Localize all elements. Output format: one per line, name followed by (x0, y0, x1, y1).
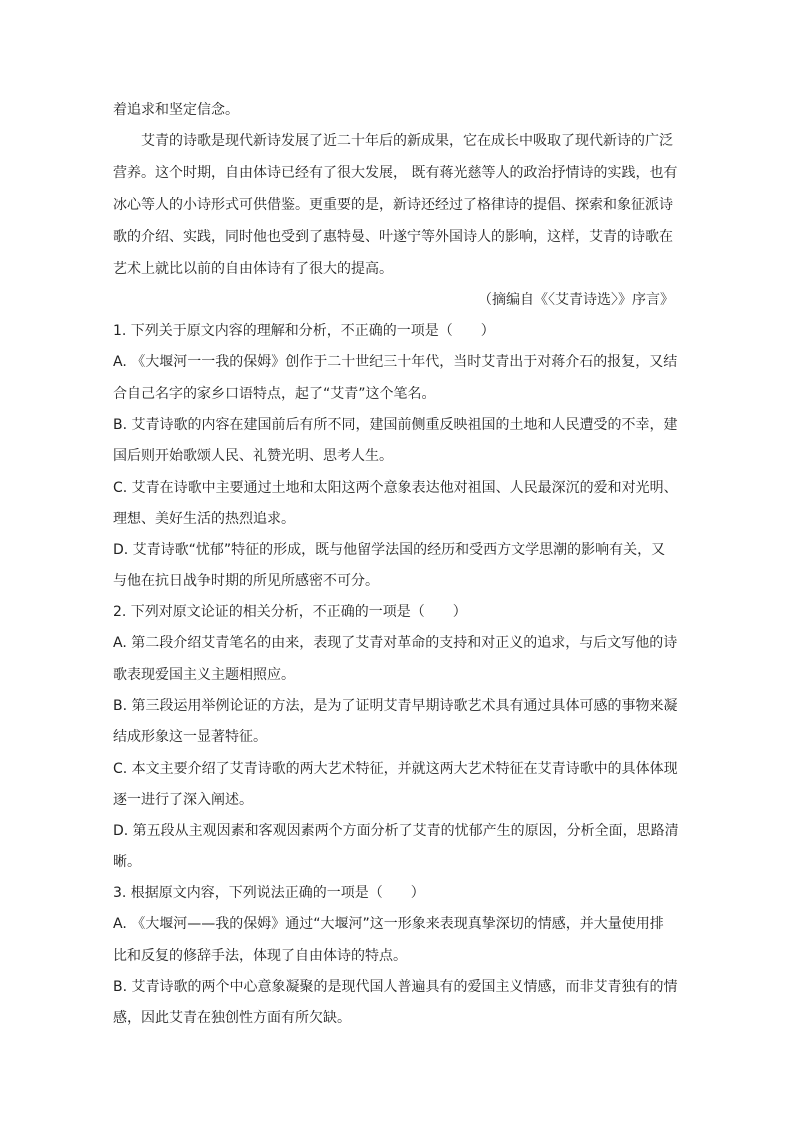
question-1-option-b: B. 艾青诗歌的内容在建国前后有所不同，建国前侧重反映祖国的土地和人民遭受的不幸，建 (113, 417, 678, 433)
passage-paragraph-line: 艺术上就比以前的自由体诗有了很大的提高。 (113, 261, 393, 277)
question-3-option-b: B. 艾青诗歌的两个中心意象凝聚的是现代国人普遍具有的爱国主义情感，而非艾青独有的情 (113, 979, 678, 995)
passage-paragraph-line: 艾青的诗歌是现代新诗发展了近二十年后的新成果，它在成长中吸取了现代新诗的广泛 (141, 133, 673, 149)
question-1-option-c-cont: 理想、美好生活的热烈追求。 (113, 511, 295, 527)
question-2-option-c-cont: 逐一进行了深入阐述。 (113, 792, 253, 808)
question-3-option-a: A. 《大堰河——我的保姆》通过“大堰河”这一形象来表现真挚深切的情感，并大量使用排 (113, 916, 664, 932)
question-2-option-d: D. 第五段从主观因素和客观因素两个方面分析了艾青的忧郁产生的原因，分析全面，思路清 (113, 823, 679, 839)
question-2-stem: 2. 下列对原文论证的相关分析，不正确的一项是（ ） (113, 604, 467, 620)
question-1-option-b-cont: 国后则开始歌颂人民、礼赞光明、思考人生。 (113, 448, 393, 464)
passage-line: 着追求和坚定信念。 (113, 102, 239, 118)
question-3-stem: 3. 根据原文内容，下列说法正确的一项是（ ） (113, 885, 425, 901)
question-1-option-a-cont: 合自己名字的家乡口语特点，起了“艾青”这个笔名。 (113, 386, 436, 402)
question-3-option-a-cont: 比和反复的修辞手法，体现了自由体诗的特点。 (113, 948, 407, 964)
question-2-option-d-cont: 晰。 (113, 854, 141, 870)
passage-source: （摘编自《〈艾青诗选〉》序言》 (478, 292, 674, 308)
question-2-option-c: C. 本文主要介绍了艾青诗歌的两大艺术特征，并就这两大艺术特征在艾青诗歌中的具体体现 (113, 761, 678, 777)
question-1-option-a: A. 《大堰河一一我的保姆》创作于二十世纪三十年代，当时艾青出于对蒋介石的报复，又结 (113, 354, 678, 370)
passage-paragraph-line: 冰心等人的小诗形式可供借鉴。更重要的是，新诗还经过了格律诗的提倡、探索和象征派诗 (113, 197, 673, 213)
question-2-option-b-cont: 结成形象这一显著特征。 (113, 729, 267, 745)
question-1-option-d-cont: 与他在抗日战争时期的所见所感密不可分。 (113, 573, 379, 589)
question-2-option-a-cont: 歌表现爱国主义主题相照应。 (113, 667, 295, 683)
question-1-option-d: D. 艾青诗歌“忧郁”特征的形成，既与他留学法国的经历和受西方文学思潮的影响有关，又 (113, 542, 666, 558)
passage-paragraph-line: 营养。这个时期，自由体诗已经有了很大发展， 既有蒋光慈等人的政治抒情诗的实践，也有 (113, 165, 678, 181)
question-2-option-b: B. 第三段运用举例论证的方法，是为了证明艾青早期诗歌艺术具有通过具体可感的事物来凝 (113, 698, 678, 714)
passage-paragraph-line: 歌的介绍、实践，同时他也受到了惠特曼、叶遂宁等外国诗人的影响，这样，艾青的诗歌在 (113, 229, 673, 245)
question-3-option-b-cont: 感，因此艾青在独创性方面有所欠缺。 (113, 1010, 351, 1026)
question-2-option-a: A. 第二段介绍艾青笔名的由来，表现了艾青对革命的支持和对正义的追求，与后文写他的诗 (113, 635, 678, 651)
question-1-stem: 1. 下列关于原文内容的理解和分析，不正确的一项是（ ） (113, 323, 495, 339)
question-1-option-c: C. 艾青在诗歌中主要通过土地和太阳这两个意象表达他对祖国、人民最深沉的爱和对光明、 (113, 480, 678, 496)
